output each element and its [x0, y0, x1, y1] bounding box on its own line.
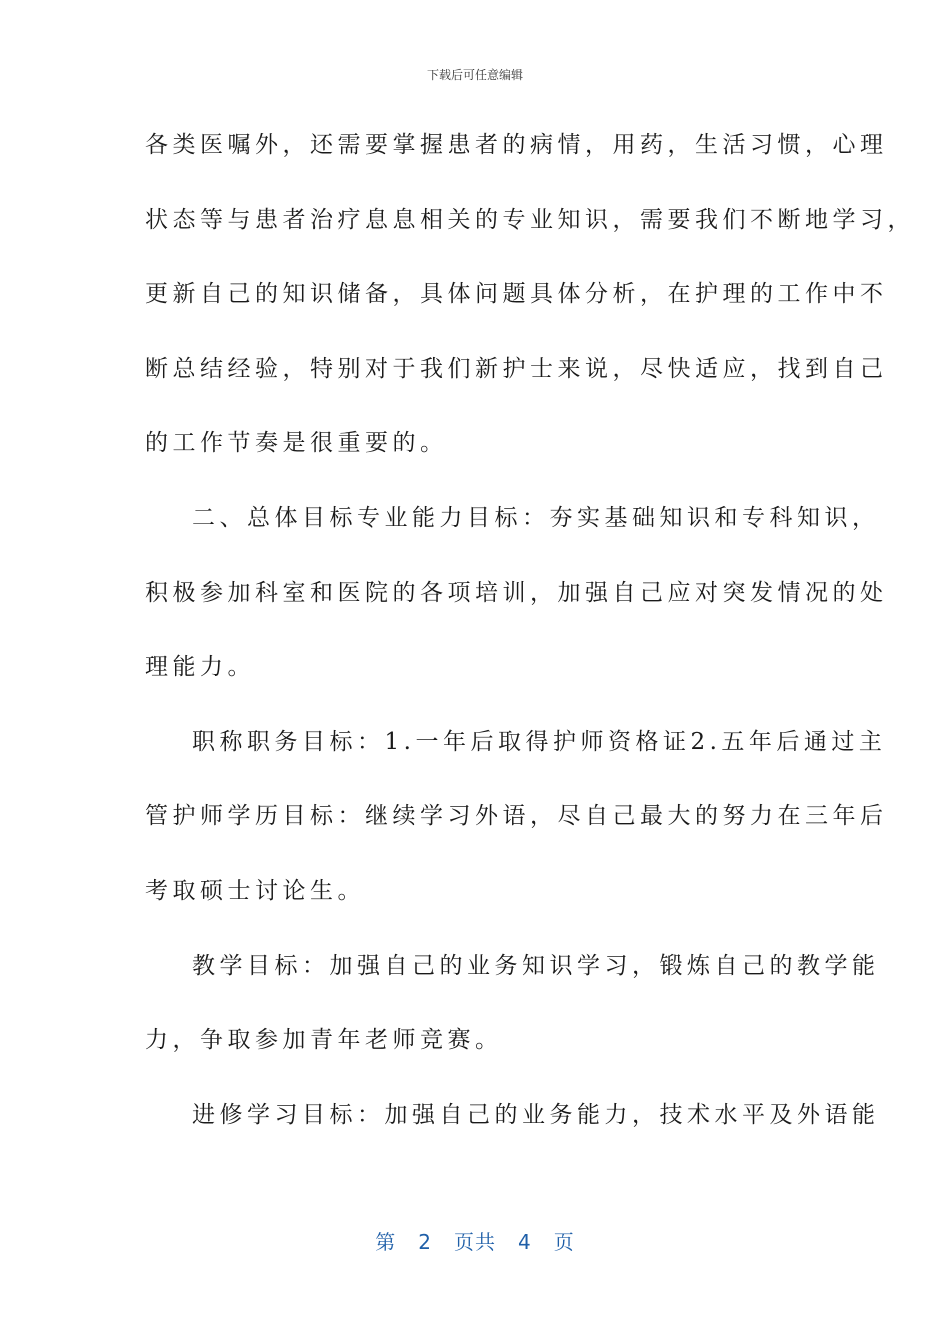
- text-line: 状态等与患者治疗息息相关的专业知识，需要我们不断地学习，: [145, 206, 915, 233]
- footer-middle: 页共: [454, 1230, 496, 1254]
- paragraph-start-line: 进修学习目标：加强自己的业务能力，技术水平及外语能: [192, 1101, 880, 1128]
- total-pages-number: 4: [518, 1230, 532, 1254]
- page-footer: [0, 1226, 950, 1255]
- text-line: 断总结经验，特别对于我们新护士来说，尽快适应，找到自己: [145, 355, 888, 382]
- footer-prefix: 第: [375, 1230, 397, 1254]
- text-line: 理能力。: [145, 654, 255, 681]
- text-line: 各类医嘱外，还需要掌握患者的病情，用药，生活习惯，心理: [145, 132, 888, 158]
- text-line: 力，争取参加青年老师竞赛。: [145, 1027, 503, 1054]
- text-line: 管护师学历目标：继续学习外语，尽自己最大的努力在三年后: [145, 803, 888, 830]
- text-line: 的工作节奏是很重要的。: [145, 430, 448, 457]
- paragraph-start-line: 二、总体目标专业能力目标：夯实基础知识和专科知识，: [192, 504, 880, 531]
- page-header: 下载后可任意编辑: [426, 68, 523, 82]
- text-line: 考取硕士讨论生。: [145, 877, 365, 904]
- document-body: [145, 121, 915, 1165]
- text-line: 积极参加科室和医院的各项培训，加强自己应对突发情况的处: [145, 579, 888, 606]
- paragraph-start-line: 职称职务目标：1.一年后取得护师资格证2.五年后通过主: [192, 728, 887, 755]
- current-page-number: 2: [418, 1230, 432, 1254]
- text-line: 更新自己的知识储备，具体问题具体分析，在护理的工作中不: [145, 281, 888, 308]
- footer-suffix: 页: [553, 1230, 575, 1254]
- paragraph-start-line: 教学目标：加强自己的业务知识学习，锻炼自己的教学能: [192, 952, 880, 979]
